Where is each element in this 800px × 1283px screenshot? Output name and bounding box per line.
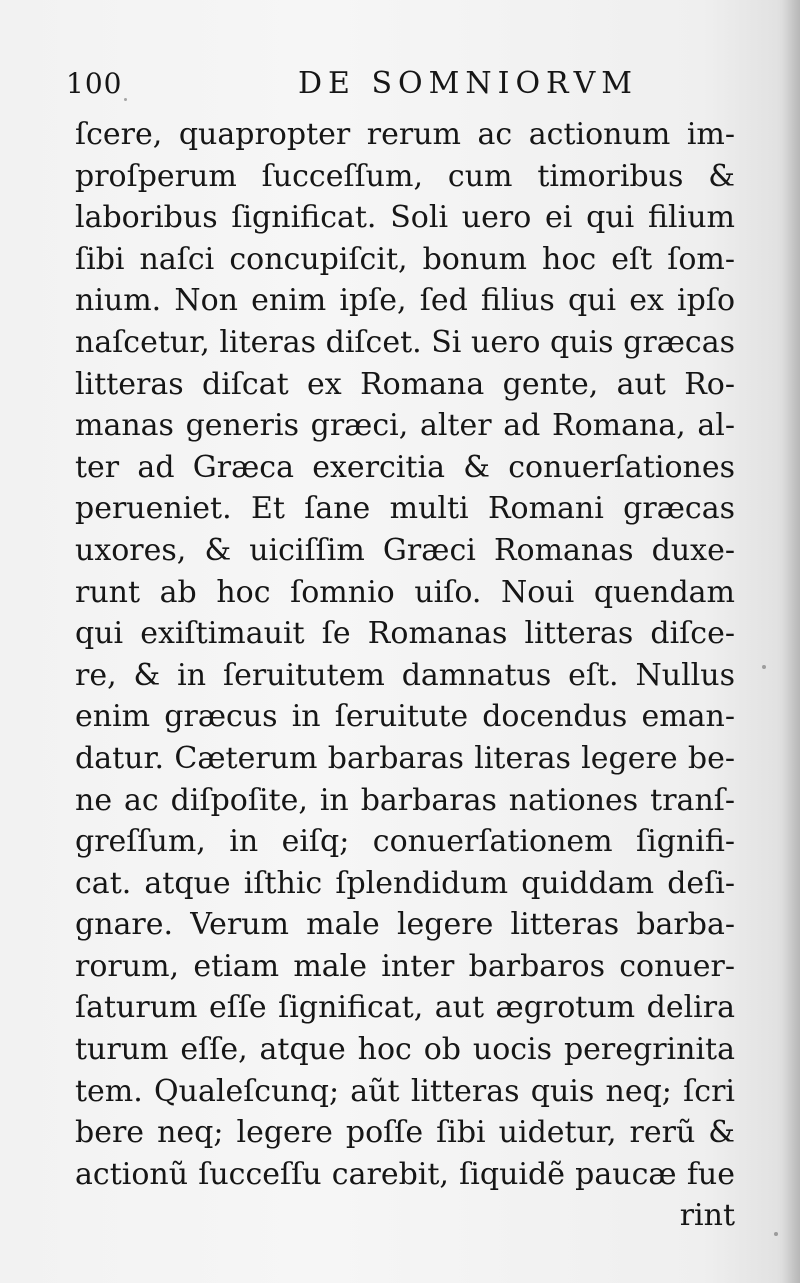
- text-line: tem. Qualeſcunq; aũt litteras quis neq; ſcri: [75, 1073, 735, 1109]
- text-line: manas generis græci, alter ad Romana, al-: [75, 408, 735, 444]
- text-line: uxores, & uiciſſim Græci Romanas duxe-: [75, 532, 735, 568]
- text-line: nium. Non enim ipſe, ſed filius qui ex ipſo: [75, 283, 735, 319]
- running-title: DE SOMNIORVM: [298, 66, 638, 101]
- text-line: re, & in ſeruitutem damnatus eſt. Nullus: [75, 657, 735, 693]
- text-line: ſibi naſci concupiſcit, bonum hoc eſt ſom-: [75, 241, 735, 277]
- text-line: ne ac diſpoſite, in barbaras nationes tranſ-: [75, 782, 735, 818]
- text-line: laboribus ſignificat. Soli uero ei qui filium: [75, 200, 735, 236]
- text-line: rorum, etiam male inter barbaros conuer-: [75, 948, 735, 984]
- text-line: actionũ ſucceſſu carebit, ſiquidẽ paucæ fue: [75, 1156, 735, 1192]
- page-edge-shadow: [782, 0, 800, 1283]
- text-line: qui exiſtimauit ſe Romanas litteras diſce-: [75, 616, 735, 652]
- text-line: ſaturum eſſe ſignificat, aut ægrotum delira: [75, 990, 735, 1026]
- text-line: ter ad Græca exercitia & conuerſationes: [75, 449, 735, 485]
- text-line: litteras diſcat ex Romana gente, aut Ro-: [75, 366, 735, 402]
- page-number: 100: [66, 67, 123, 100]
- ink-speck: [124, 98, 127, 101]
- text-line: proſperum ſucceſſum, cum timoribus &: [75, 158, 735, 194]
- text-line: gnare. Verum male legere litteras barba-: [75, 907, 735, 943]
- text-line: greſſum, in eiſq; conuerſationem ſignifi-: [75, 824, 735, 860]
- running-head: [66, 64, 726, 104]
- text-line: turum eſſe, atque hoc ob uocis peregrinita: [75, 1032, 735, 1068]
- text-line: perueniet. Et ſane multi Romani græcas: [75, 491, 735, 527]
- catchword: rint: [679, 1198, 735, 1234]
- text-line: bere neq; legere poſſe ſibi uidetur, rerũ &: [75, 1115, 735, 1151]
- text-line: enim græcus in ſeruitute docendus eman-: [75, 699, 735, 735]
- text-line: runt ab hoc ſomnio uiſo. Noui quendam: [75, 574, 735, 610]
- ink-speck: [774, 1232, 778, 1236]
- text-line: datur. Cæterum barbaras literas legere be-: [75, 740, 735, 776]
- text-line: naſcetur, literas diſcet. Si uero quis græcas: [75, 324, 735, 360]
- body-text: [75, 114, 735, 1237]
- text-line: ſcere, quapropter rerum ac actionum im-: [75, 117, 735, 152]
- text-line: cat. atque iſthic ſplendidum quiddam deſi-: [75, 865, 735, 901]
- ink-speck: [762, 665, 766, 669]
